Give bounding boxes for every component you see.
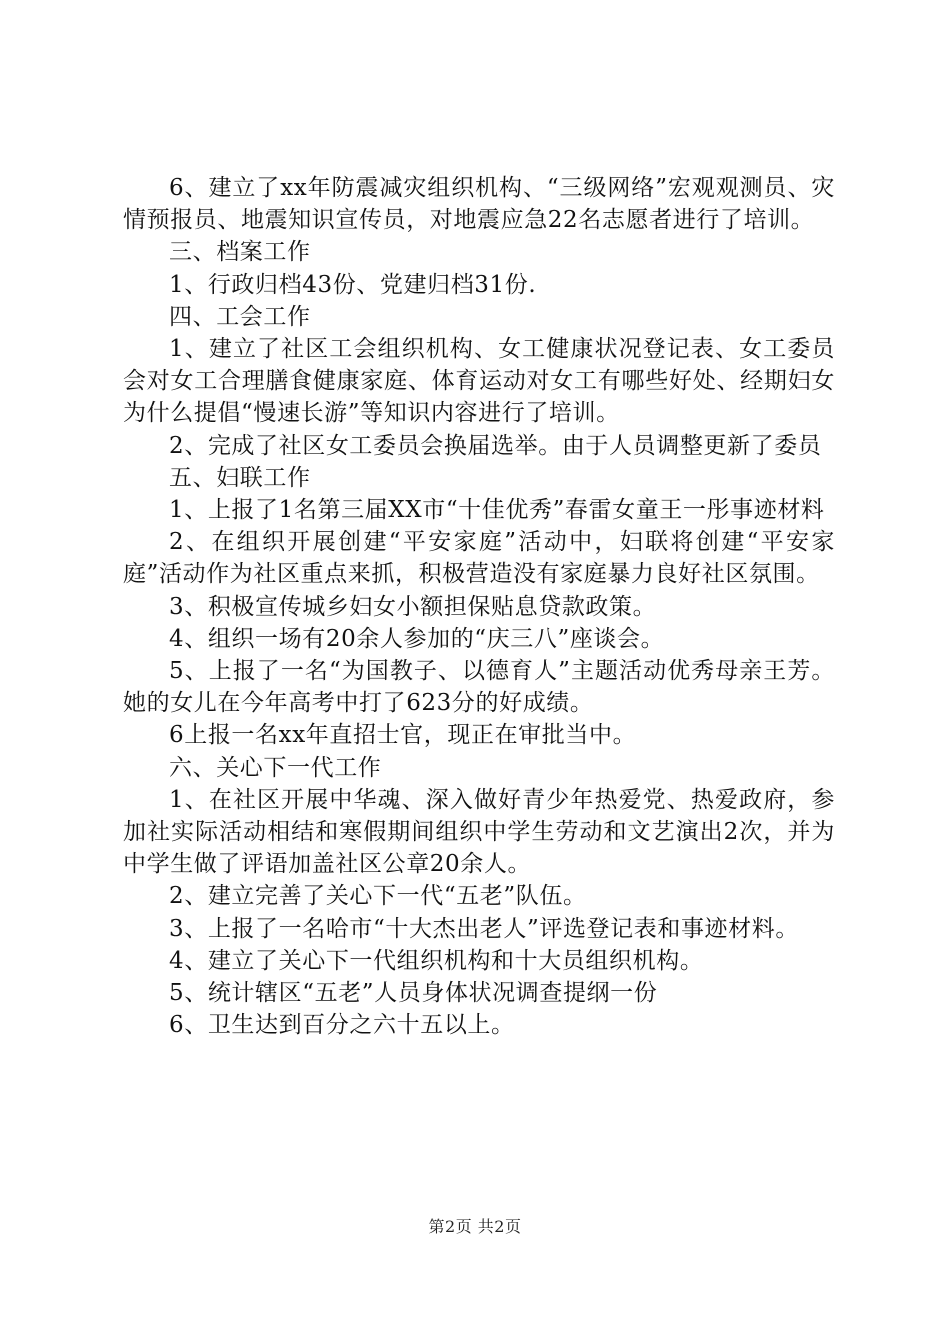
section-heading-womens-federation: 五、妇联工作 (169, 464, 311, 491)
section-heading-archives: 三、档案工作 (169, 239, 311, 266)
paragraph-top-ten-girl: 1、上报了1名第三届XX市“十佳优秀”春雷女童王一彤事迹材料 (169, 497, 825, 524)
section-heading-next-generation: 六、关心下一代工作 (169, 754, 382, 781)
paragraph-organization-setup: 4、建立了关心下一代组织机构和十大员组织机构。 (169, 947, 704, 974)
paragraph-excellent-mother: 5、上报了一名“为国教子、以德育人”主题活动优秀母亲王芳。她的女儿在今年高考中打了623分的好成绩。 (123, 658, 835, 717)
paragraph-archive-counts: 1、行政归档43份、党建归档31份. (169, 271, 537, 298)
paragraph-youth-activities: 1、在社区开展中华魂、深入做好青少年热爱党、热爱政府，参加社实际活动相结和寒假期间组织中学生劳动和文艺演出2次，并为中学生做了评语加盖社区公章20余人。 (123, 786, 835, 878)
paragraph-recruit-officer: 6上报一名xx年直招士官，现正在审批当中。 (169, 722, 637, 749)
paragraph-safe-family: 2、在组织开展创建“平安家庭”活动中，妇联将创建“平安家庭”活动作为社区重点来抓，积极营造没有家庭暴力良好社区氛围。 (123, 529, 835, 588)
document-body (123, 172, 835, 1041)
paragraph-loan-policy: 3、积极宣传城乡妇女小额担保贴息贷款政策。 (169, 593, 657, 620)
paragraph-outstanding-elders: 3、上报了一名哈市“十大杰出老人”评选登记表和事迹材料。 (169, 915, 799, 942)
section-heading-union: 四、工会工作 (169, 303, 311, 330)
paragraph-earthquake-volunteers: 6、建立了xx年防震减灾组织机构、“三级网络”宏观观测员、灾情预报员、地震知识宣传员，对地震应急22名志愿者进行了培训。 (123, 175, 835, 234)
paragraph-hygiene-rate: 6、卫生达到百分之六十五以上。 (169, 1012, 515, 1039)
page-number-footer: 第2页 共2页 (428, 1217, 522, 1236)
paragraph-health-survey: 5、统计辖区“五老”人员身体状况调查提纲一份 (169, 980, 658, 1007)
paragraph-union-training: 1、建立了社区工会组织机构、女工健康状况登记表、女工委员会对女工合理膳食健康家庭、体育运动对女工有哪些好处、经期妇女为什么提倡“慢速长游”等知识内容进行了培训。 (123, 336, 835, 427)
paragraph-womens-day-forum: 4、组织一场有20余人参加的“庆三八”座谈会。 (169, 625, 665, 652)
paragraph-union-election: 2、完成了社区女工委员会换届选举。由于人员调整更新了委员 (169, 432, 822, 459)
paragraph-five-elders-team: 2、建立完善了关心下一代“五老”队伍。 (169, 883, 587, 910)
